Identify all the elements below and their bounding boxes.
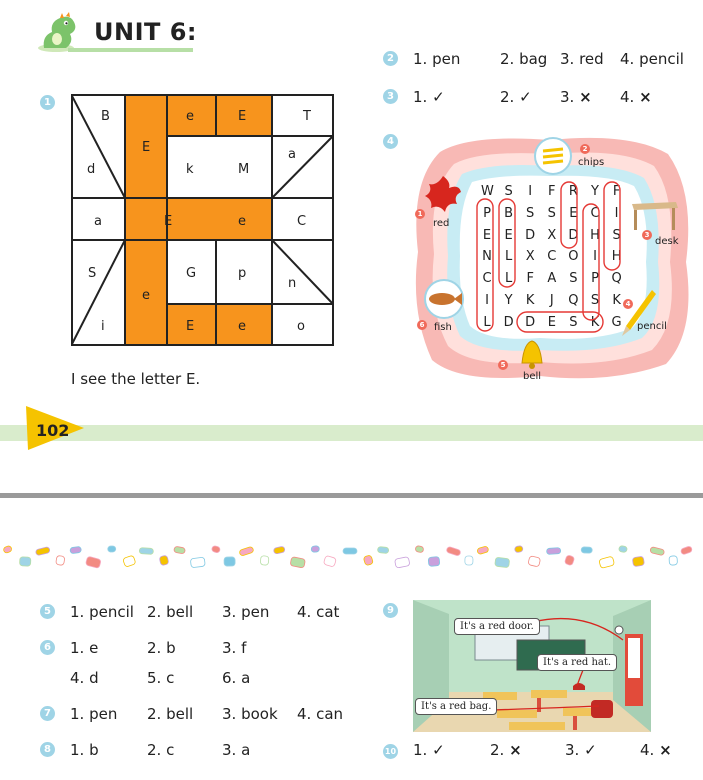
ex7-item-2: 2. bell xyxy=(147,705,194,723)
word-search-letter: N xyxy=(482,249,492,265)
speech-bubble-hat: It's a red hat. xyxy=(537,654,617,671)
decorative-shape xyxy=(273,546,285,554)
word-search-letter: F xyxy=(526,271,534,287)
decorative-shape xyxy=(528,556,541,567)
exercise-8-number: 8 xyxy=(40,742,55,757)
puzzle-letter: B xyxy=(101,109,110,124)
ex5-item-2: 2. bell xyxy=(147,603,194,621)
ex2-item-1: 1. pen xyxy=(413,50,461,68)
decorative-shape xyxy=(428,557,440,567)
word-search-letter: F xyxy=(612,184,621,199)
speech-bubble-door: It's a red door. xyxy=(454,618,540,635)
puzzle-letter: S xyxy=(88,266,97,281)
decorative-shape xyxy=(619,546,628,553)
puzzle-letter: e xyxy=(142,288,150,303)
word-search-letter: S xyxy=(569,314,578,330)
ex10-item-2 xyxy=(490,741,522,759)
decorative-shape xyxy=(239,546,254,556)
puzzle-letter: M xyxy=(238,162,250,177)
decorative-shape xyxy=(35,547,50,556)
decorative-shape xyxy=(343,548,357,554)
decorative-shape xyxy=(446,546,461,556)
exercise-3-number: 3 xyxy=(383,89,398,104)
label-pencil: pencil xyxy=(637,321,667,332)
word-search-letter: C xyxy=(547,249,557,265)
ex7-item-1: 1. pen xyxy=(70,705,118,723)
puzzle-letter: E xyxy=(142,140,151,155)
word-search-letter: K xyxy=(612,293,621,308)
cross-mark-icon: × xyxy=(639,88,652,106)
word-search-letter: F xyxy=(548,184,556,199)
exercise-4-number: 4 xyxy=(383,134,398,149)
word-search-letter: S xyxy=(612,227,621,243)
word-search-letter: H xyxy=(611,249,622,265)
label-num-2: 2 xyxy=(580,144,590,154)
decorative-shape xyxy=(85,556,101,568)
check-mark-icon: ✓ xyxy=(432,88,445,106)
decorative-shape xyxy=(632,556,644,567)
decorative-shape xyxy=(650,547,665,556)
decorative-shape xyxy=(377,546,389,553)
word-search-letter: E xyxy=(482,227,492,243)
puzzle-letter: E xyxy=(186,319,195,334)
decorative-shape xyxy=(290,557,305,569)
check-mark-icon: ✓ xyxy=(519,88,532,106)
puzzle-letter: C xyxy=(297,214,307,229)
ex3-label-1: 1. xyxy=(413,88,428,106)
desk-icon xyxy=(630,200,680,232)
word-search-letter: E xyxy=(504,227,513,243)
label-red: red xyxy=(433,218,450,229)
ex3-label-3: 3. xyxy=(560,88,575,106)
puzzle-letter: e xyxy=(238,214,246,229)
decorative-shape xyxy=(70,546,82,553)
exercise-2-number: 2 xyxy=(383,51,398,66)
puzzle-letter: o xyxy=(297,319,305,334)
word-search-letter: S xyxy=(526,205,535,221)
decorative-shape xyxy=(19,557,30,567)
ex10-item-4 xyxy=(640,741,672,759)
title-underline xyxy=(68,48,193,52)
decorative-shape xyxy=(680,546,692,555)
word-search-letter: E xyxy=(547,314,556,330)
puzzle-letter: d xyxy=(87,162,96,177)
word-search-letter: D xyxy=(568,227,579,243)
decorative-shape xyxy=(260,556,269,566)
label-chips: chips xyxy=(578,157,605,168)
word-search-letter: D xyxy=(503,314,514,330)
label-bell: bell xyxy=(523,371,542,382)
exercise-9-number: 9 xyxy=(383,603,398,618)
word-search-letter: K xyxy=(525,293,535,308)
decorative-shape xyxy=(159,555,169,566)
page-band xyxy=(0,425,703,441)
ex6-item-4: 4. d xyxy=(70,669,99,687)
ex5-item-3: 3. pen xyxy=(222,603,270,621)
word-search-letter: Y xyxy=(504,293,513,308)
label-num-4: 4 xyxy=(623,299,633,309)
word-search-letter: S xyxy=(590,293,600,308)
exercise-5-number: 5 xyxy=(40,604,55,619)
puzzle-letter: E xyxy=(164,214,173,229)
exercise-7-number: 7 xyxy=(40,706,55,721)
puzzle-letter: T xyxy=(303,109,311,124)
puzzle-letter: E xyxy=(238,109,247,124)
word-search-letter: Y xyxy=(591,184,599,199)
ex10-item-1 xyxy=(413,741,445,759)
ex6-item-3: 3. f xyxy=(222,639,247,657)
decorative-shape xyxy=(581,547,592,553)
word-search-letter: D xyxy=(525,227,536,243)
ex3-item-1 xyxy=(413,88,445,106)
red-paint-splash-icon xyxy=(423,174,465,214)
decorative-shape xyxy=(546,548,560,555)
word-search-letter: C xyxy=(590,205,600,221)
word-search-letter: R xyxy=(568,184,578,199)
pencil-icon xyxy=(620,288,658,340)
ex3-item-3 xyxy=(560,88,592,106)
letter-e-puzzle xyxy=(71,94,334,346)
decorative-shape xyxy=(395,557,410,569)
unit-title: UNIT 6: xyxy=(94,18,198,46)
label-desk: desk xyxy=(655,236,679,247)
decorative-shape xyxy=(123,555,136,567)
speech-bubble-bag: It's a red bag. xyxy=(415,698,497,715)
ex2-item-2: 2. bag xyxy=(500,50,548,68)
fish-icon xyxy=(422,279,466,319)
decorative-shape xyxy=(514,545,523,552)
word-search-letter: Q xyxy=(611,271,622,287)
word-search-letter: X xyxy=(547,227,557,243)
ex6-item-5: 5. c xyxy=(147,669,175,687)
decorative-shape xyxy=(56,555,65,565)
ex1-sentence: I see the letter E. xyxy=(71,370,201,388)
decorative-shape xyxy=(108,546,116,552)
label-num-5: 5 xyxy=(498,360,508,370)
puzzle-letter: e xyxy=(238,319,246,334)
decorative-shape xyxy=(495,557,510,568)
ex3-label-4: 4. xyxy=(620,88,635,106)
ex3-item-2 xyxy=(500,88,532,106)
ex7-item-3: 3. book xyxy=(222,705,278,723)
ex3-item-4 xyxy=(620,88,652,106)
ex10-label-1: 1. xyxy=(413,741,428,759)
decorative-shape xyxy=(363,555,373,566)
ex10-label-3: 3. xyxy=(565,741,580,759)
decorative-shape xyxy=(564,555,574,566)
word-search-letter: K xyxy=(590,314,600,330)
ex10-label-2: 2. xyxy=(490,741,505,759)
word-search-letter: S xyxy=(569,271,578,287)
decorative-shape xyxy=(224,557,235,566)
word-search-letter: W xyxy=(481,184,494,199)
word-search-letter: I xyxy=(614,205,619,221)
chips-icon xyxy=(533,137,573,175)
ex8-item-3: 3. a xyxy=(222,741,251,759)
ex3-label-2: 2. xyxy=(500,88,515,106)
puzzle-letter: i xyxy=(101,319,105,334)
word-search-letter: E xyxy=(569,205,578,221)
puzzle-letter: p xyxy=(238,266,247,281)
word-search-letter: B xyxy=(504,205,514,221)
puzzle-letter: a xyxy=(94,214,102,229)
ex2-item-4: 4. pencil xyxy=(620,50,684,68)
ex6-item-2: 2. b xyxy=(147,639,176,657)
puzzle-letter: G xyxy=(186,266,197,281)
decorative-shape xyxy=(323,555,336,567)
label-num-1: 1 xyxy=(415,209,425,219)
exercise-1-number: 1 xyxy=(40,95,55,110)
decorative-shape xyxy=(599,556,615,568)
ex2-item-3: 3. red xyxy=(560,50,604,68)
ex10-item-3 xyxy=(565,741,597,759)
check-mark-icon: ✓ xyxy=(584,741,597,759)
word-search-letter: L xyxy=(483,314,491,330)
decorative-shape xyxy=(139,548,153,555)
label-num-3: 3 xyxy=(642,230,652,240)
word-search-letter: I xyxy=(485,293,489,308)
decorative-shape xyxy=(465,556,473,565)
word-search-letter: X xyxy=(525,249,535,265)
cross-mark-icon: × xyxy=(579,88,592,106)
decorative-shape xyxy=(311,546,320,553)
word-search-letter: P xyxy=(483,205,491,221)
ex6-item-6: 6. a xyxy=(222,669,251,687)
ex7-item-4: 4. can xyxy=(297,705,344,723)
decorative-shapes-border xyxy=(0,540,703,574)
word-search-letter: G xyxy=(611,314,622,330)
ex6-item-1: 1. e xyxy=(70,639,99,657)
exercise-10-number: 10 xyxy=(383,744,398,759)
decorative-shape xyxy=(190,557,205,568)
word-search-letter: I xyxy=(593,249,597,265)
puzzle-letter: a xyxy=(288,147,296,162)
decorative-shape xyxy=(174,546,186,554)
bell-icon xyxy=(516,335,548,371)
word-search-letter: L xyxy=(504,271,513,287)
word-search-letter: O xyxy=(568,249,579,265)
check-mark-icon: ✓ xyxy=(432,741,445,759)
label-num-6: 6 xyxy=(417,320,427,330)
ex8-item-2: 2. c xyxy=(147,741,175,759)
word-search-letter: Q xyxy=(568,293,579,308)
decorative-shape xyxy=(415,545,424,553)
ex5-item-1: 1. pencil xyxy=(70,603,134,621)
word-search-letter: L xyxy=(504,249,513,265)
word-search-letter: C xyxy=(482,271,492,287)
word-search-letter: I xyxy=(528,184,533,199)
decorative-shape xyxy=(669,556,677,565)
exercise-6-number: 6 xyxy=(40,640,55,655)
puzzle-letter: e xyxy=(186,109,194,124)
word-search-letter: A xyxy=(547,271,557,287)
word-search-letter: J xyxy=(549,293,554,308)
ex8-item-1: 1. b xyxy=(70,741,99,759)
decorative-shape xyxy=(477,546,489,555)
ex10-label-4: 4. xyxy=(640,741,655,759)
decorative-shape xyxy=(3,545,13,553)
word-search-letter: S xyxy=(504,184,513,199)
cross-mark-icon: × xyxy=(509,741,522,759)
word-search-letter: H xyxy=(590,227,600,243)
ex5-item-4: 4. cat xyxy=(297,603,340,621)
puzzle-letter: k xyxy=(186,162,194,177)
label-fish: fish xyxy=(434,322,452,333)
page-separator xyxy=(0,493,703,498)
cross-mark-icon: × xyxy=(659,741,672,759)
word-search-letter: D xyxy=(525,314,536,330)
decorative-shape xyxy=(211,545,220,553)
word-search-letter: P xyxy=(591,271,599,287)
word-search-letter: S xyxy=(547,205,556,221)
puzzle-letter: n xyxy=(288,276,297,291)
page-number: 102 xyxy=(36,421,70,440)
